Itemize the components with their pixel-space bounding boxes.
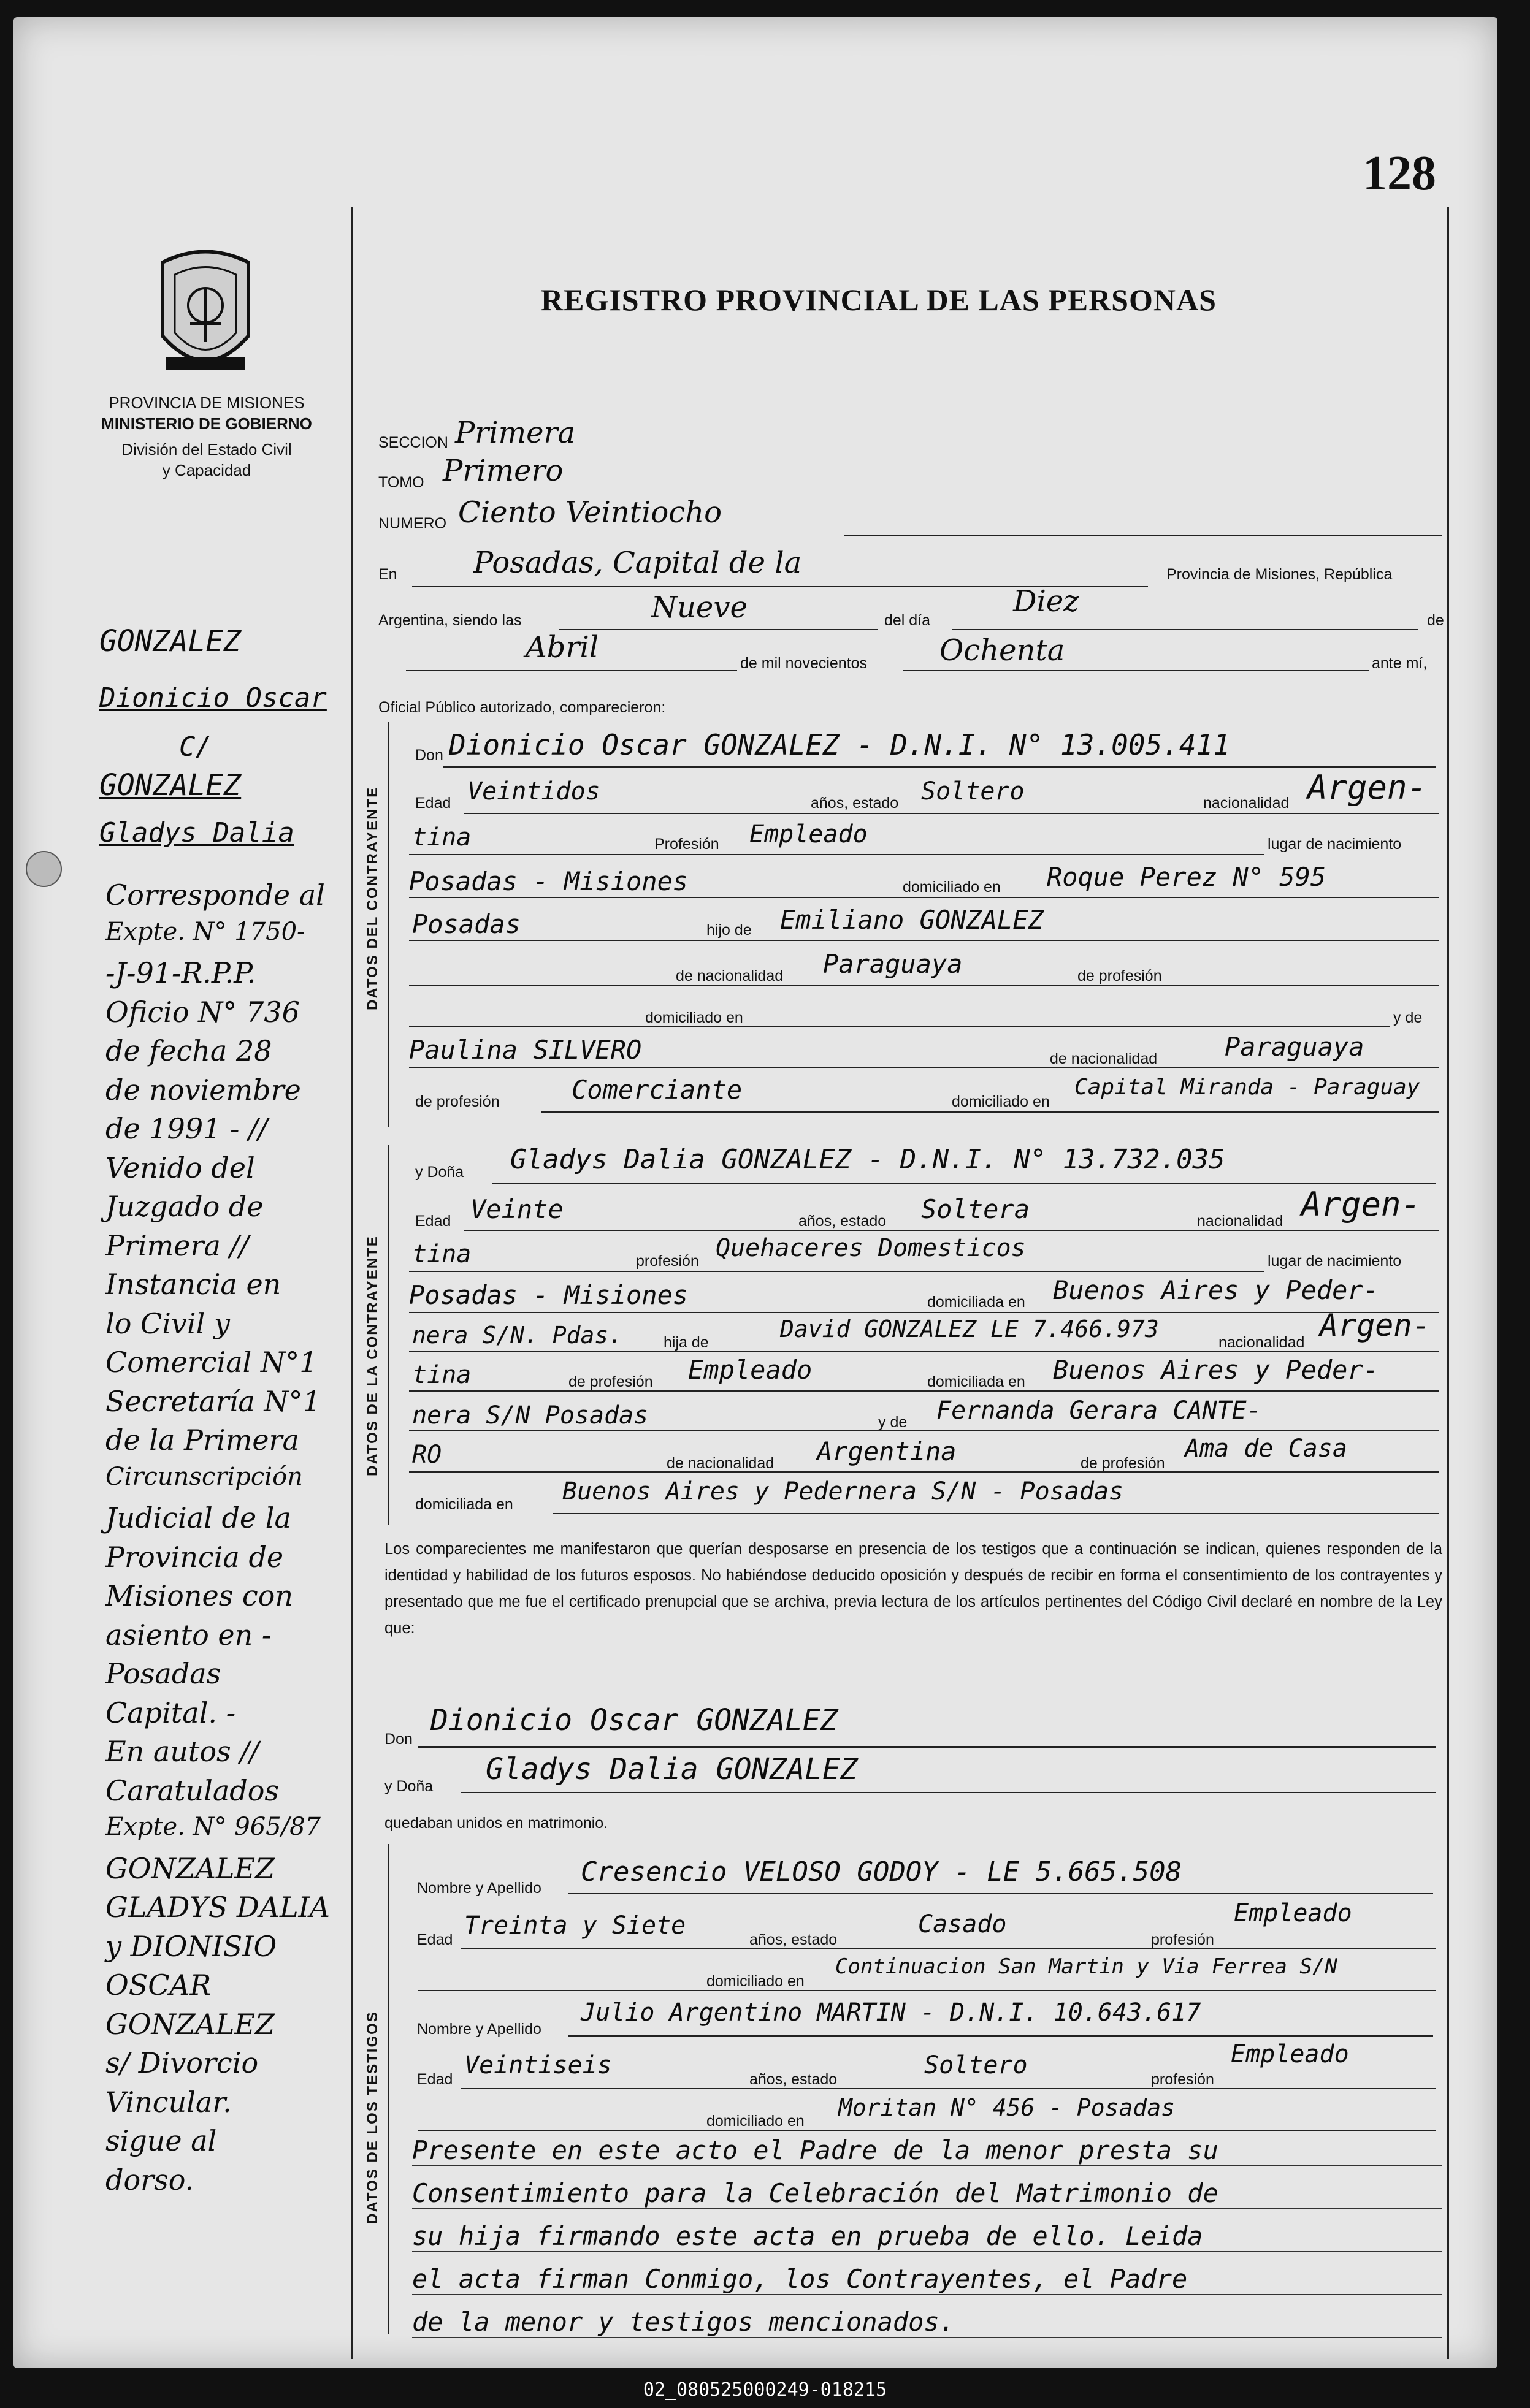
label-lugar-nac-2: lugar de nacimiento	[1268, 1252, 1402, 1270]
label-nacionalidad: nacionalidad	[1203, 794, 1290, 812]
witness2-age: Veintiseis	[464, 2051, 612, 2079]
rule-numero	[844, 535, 1442, 536]
margin-note-line: Misiones con	[105, 1579, 293, 1612]
label-del-dia: del día	[884, 612, 931, 629]
register-page	[13, 17, 1497, 2368]
label-y-dona: y Doña	[415, 1164, 464, 1181]
margin-note-line: GONZALEZ	[105, 2007, 275, 2041]
section-divider-3	[388, 1844, 389, 2334]
bride-nationality-b: tina	[412, 1240, 472, 1268]
label-seccion: SECCION	[378, 434, 448, 451]
witness2-status: Soltero	[924, 2051, 1028, 2079]
rule-groom-mother-prof	[541, 1111, 1439, 1113]
rule-bride-birth	[409, 1312, 1439, 1313]
groom-status: Soltero	[921, 777, 1025, 806]
margin-note-line: OSCAR	[105, 1968, 212, 2002]
label-lugar-nac: lugar de nacimiento	[1268, 836, 1402, 853]
margin-note-line: Caratulados	[105, 1774, 280, 1807]
margin-note-line: Secretaría N°1	[105, 1384, 321, 1418]
margin-note-line: de la Primera	[105, 1423, 299, 1457]
value-ciudad: Posadas, Capital de la	[473, 546, 802, 580]
section-divider-1	[388, 722, 389, 1127]
margin-note-line: Posadas	[105, 1657, 221, 1690]
label-y-de: y de	[1393, 1009, 1423, 1026]
witness2-profession: Empleado	[1231, 2040, 1349, 2068]
label-oficial: Oficial Público autorizado, comparecieron:	[378, 699, 666, 716]
declaration-text: Los comparecientes me manifestaron que querían desposarse en presencia de los testigos que a continuación se indican, quienes responden de la identidad y habilidad de los futuros esposos. No habiéndose deducido oposición y después de recibir en forma el consentimiento de los contrayentes y presentado que me fue el certificado prenupcial que se archiva, previa lectura de los artículos pertinentes del Código Civil declaré en nombre de la Ley que:	[384, 1541, 1442, 1637]
rule-hora	[559, 629, 878, 630]
bride-age: Veinte	[470, 1194, 564, 1224]
label-union-dona: y Doña	[384, 1778, 434, 1795]
margin-note-line: En autos //	[105, 1735, 259, 1768]
label-anos-estado: años, estado	[811, 794, 899, 812]
margin-note-line: GONZALEZ	[105, 1851, 275, 1885]
label-provincia: Provincia de Misiones, República	[1166, 566, 1393, 583]
page-title: REGISTRO PROVINCIAL DE LAS PERSONAS	[541, 283, 1217, 317]
label-de-profesion: de profesión	[1077, 967, 1162, 985]
label-edad: Edad	[415, 794, 451, 812]
rule-groom-father	[409, 940, 1439, 941]
bride-father-addr: Buenos Aires y Peder-	[1053, 1355, 1379, 1385]
side-label-contrayente: DATOS DEL CONTRAYENTE	[364, 786, 381, 1010]
margin-note-line: Circunscripción	[105, 1462, 303, 1491]
label-prof-w1: profesión	[1151, 1931, 1214, 1948]
label-hija-de: hija de	[664, 1334, 709, 1351]
label-don: Don	[415, 747, 443, 764]
section-divider-2	[388, 1145, 389, 1525]
witness2-address: Moritan N° 456 - Posadas	[838, 2094, 1176, 2121]
label-nacionalidad-2: nacionalidad	[1197, 1213, 1283, 1230]
bride-father-prof: Empleado	[688, 1355, 813, 1385]
bride-address: Buenos Aires y Peder-	[1053, 1275, 1379, 1305]
rule-groom-name	[443, 766, 1436, 768]
bride-father-addr-b: nera S/N Posadas	[412, 1401, 649, 1430]
rule-bride-name	[492, 1183, 1436, 1184]
margin-surname-2: GONZALEZ	[99, 768, 242, 802]
rule-bride-mother-nat	[409, 1471, 1439, 1473]
label-anos-w1: años, estado	[749, 1931, 838, 1948]
label-domiciliada-en-2: domiciliada en	[927, 1373, 1025, 1390]
groom-mother-prof: Comerciante	[572, 1075, 743, 1105]
rule-w1-age	[461, 1948, 1436, 1949]
value-mes: Abril	[526, 630, 599, 665]
label-prof-w2: profesión	[1151, 2071, 1214, 2088]
value-anio: Ochenta	[939, 633, 1065, 668]
margin-name-2: Gladys Dalia	[99, 817, 294, 848]
margin-note-line: Expte. N° 965/87	[105, 1813, 321, 1841]
label-dom-w1: domiciliado en	[706, 1973, 805, 1990]
rule-bride-father-prof	[409, 1390, 1439, 1392]
label-de-profesion-2: de profesión	[415, 1093, 500, 1110]
label-y-de-2: y de	[878, 1414, 908, 1431]
witness1-profession: Empleado	[1234, 1899, 1352, 1927]
rule-w2-addr	[418, 2130, 1436, 2131]
union-dona: Gladys Dalia GONZALEZ	[486, 1752, 858, 1786]
label-tomo: TOMO	[378, 474, 424, 491]
label-profesion-2: profesión	[636, 1252, 699, 1270]
bride-nationality-a: Argen-	[1301, 1185, 1421, 1224]
bride-birthplace: Posadas - Misiones	[409, 1280, 689, 1310]
bride-mother-addr: Buenos Aires y Pedernera S/N - Posadas	[562, 1477, 1124, 1506]
margin-note-line: dorso.	[105, 2163, 194, 2197]
rule-anio	[903, 670, 1369, 671]
label-argentina: Argentina, siendo las	[378, 612, 522, 629]
margin-note-line: lo Civil y	[105, 1306, 230, 1340]
label-union-don: Don	[384, 1731, 413, 1748]
margin-note-line: s/ Divorcio	[105, 2046, 259, 2079]
label-de-nacionalidad-3: de nacionalidad	[667, 1455, 775, 1472]
closing-line: Presente en este acto el Padre de la menor presta su	[412, 2135, 1442, 2166]
value-dia: Diez	[1013, 584, 1079, 619]
label-nombre-2: Nombre y Apellido	[417, 2021, 541, 2038]
witness1-address: Continuacion San Martin y Via Ferrea S/N	[835, 1954, 1337, 1979]
bride-father-nat: Argen-	[1320, 1308, 1431, 1343]
rule-union-dona	[461, 1792, 1436, 1793]
groom-nationality-a: Argen-	[1307, 768, 1428, 807]
margin-note-line: Vincular.	[105, 2085, 232, 2119]
value-numero: Ciento Veintiocho	[458, 495, 722, 530]
margin-note-line: -J-91-R.P.P.	[105, 956, 256, 989]
label-edad-w2: Edad	[417, 2071, 453, 2088]
label-de-nacionalidad-2: de nacionalidad	[1050, 1050, 1158, 1067]
margin-note-line: Instancia en	[105, 1268, 281, 1301]
margin-note-line: de fecha 28	[105, 1034, 272, 1067]
witness2-name: Julio Argentino MARTIN - D.N.I. 10.643.617	[581, 1998, 1201, 2027]
groom-nationality-b: tina	[412, 823, 472, 852]
side-label-contrayenta: DATOS DE LA CONTRAYENTE	[364, 1235, 381, 1476]
bride-address-b: nera S/N. Pdas.	[412, 1322, 623, 1349]
closing-line: su hija firmando este acta en prueba de ello. Leida	[412, 2221, 1442, 2252]
margin-divider	[351, 207, 353, 2359]
bride-name: Gladys Dalia GONZALEZ - D.N.I. N° 13.732.035	[510, 1144, 1225, 1175]
side-label-testigos: DATOS DE LOS TESTIGOS	[364, 2011, 381, 2224]
value-tomo: Primero	[443, 454, 564, 488]
label-dom-w2: domiciliado en	[706, 2113, 805, 2130]
value-seccion: Primera	[455, 416, 576, 450]
closing-line: de la menor y testigos mencionados.	[412, 2307, 1442, 2338]
rule-dia	[952, 629, 1418, 630]
rule-w1-addr	[418, 1990, 1436, 1991]
margin-note-line: y DIONISIO	[105, 1929, 277, 1963]
rule-bride-age	[464, 1230, 1439, 1231]
page-number: 128	[1363, 147, 1436, 200]
label-domiciliado-en: domiciliado en	[903, 878, 1001, 896]
label-domiciliada-en: domiciliada en	[927, 1294, 1025, 1311]
groom-name: Dionicio Oscar GONZALEZ - D.N.I. N° 13.005.411	[449, 728, 1230, 761]
label-domiciliada-en-3: domiciliada en	[415, 1496, 513, 1513]
bride-mother-nat: Argentina	[817, 1436, 957, 1466]
org-line-2: MINISTERIO DE GOBIERNO	[101, 414, 312, 433]
margin-note-line: Judicial de la	[105, 1501, 291, 1534]
label-edad-2: Edad	[415, 1213, 451, 1230]
label-nacionalidad-3: nacionalidad	[1218, 1334, 1305, 1351]
rule-mes	[406, 670, 737, 671]
margin-note-line: GLADYS DALIA	[105, 1891, 330, 1924]
groom-mother-addr: Capital Miranda - Paraguay	[1074, 1075, 1420, 1100]
margin-note-line: Primera //	[105, 1229, 249, 1262]
witness1-status: Casado	[918, 1910, 1007, 1938]
rule-groom-mother	[409, 1067, 1439, 1068]
label-domiciliado-en-2: domiciliado en	[645, 1009, 743, 1026]
rule-groom-father-nat	[409, 985, 1439, 986]
witness1-age: Treinta y Siete	[464, 1911, 686, 1940]
label-de: de	[1427, 612, 1444, 629]
value-hora: Nueve	[651, 590, 748, 625]
bride-father-nat-b: tina	[412, 1361, 472, 1389]
groom-father-nat: Paraguaya	[823, 949, 963, 979]
bride-mother: Fernanda Gerara CANTE-	[936, 1396, 1261, 1425]
label-edad-w1: Edad	[417, 1931, 453, 1948]
bride-profession: Quehaceres Domesticos	[716, 1234, 1026, 1262]
margin-note-line: Corresponde al	[105, 878, 325, 912]
org-line-3: División del Estado Civil	[121, 440, 292, 459]
label-ante-mi: ante mí,	[1372, 655, 1428, 672]
label-de-nacionalidad: de nacionalidad	[676, 967, 784, 985]
rule-groom-age	[464, 813, 1439, 814]
rule-union-don	[418, 1746, 1436, 1748]
margin-c: C/	[179, 731, 212, 763]
margin-note-line: Juzgado de	[105, 1190, 264, 1223]
bride-mother-prof: Ama de Casa	[1185, 1435, 1347, 1463]
rule-w2-name	[568, 2035, 1433, 2037]
rule-bride-father	[409, 1351, 1439, 1352]
margin-note-line: sigue al	[105, 2124, 217, 2157]
groom-mother: Paulina SILVERO	[409, 1035, 642, 1065]
label-anos-estado-2: años, estado	[798, 1213, 887, 1230]
margin-note-line: Provincia de	[105, 1540, 284, 1574]
label-numero: NUMERO	[378, 515, 447, 532]
label-nombre-1: Nombre y Apellido	[417, 1880, 541, 1897]
groom-address-2: Posadas	[412, 909, 521, 939]
org-block	[75, 392, 339, 481]
margin-note-line: Oficio N° 736	[105, 995, 300, 1029]
margin-name-1: Dionicio Oscar	[99, 682, 327, 714]
label-profesion: Profesión	[654, 836, 719, 853]
label-de-profesion-4: de profesión	[1081, 1455, 1165, 1472]
margin-note-line: Venido del	[105, 1151, 255, 1184]
rule-groom-birth	[409, 897, 1439, 898]
closing-line: el acta firman Conmigo, los Contrayentes, el Padre	[412, 2264, 1442, 2295]
bride-mother-b: RO	[412, 1441, 442, 1469]
label-domiciliado-en-3: domiciliado en	[952, 1093, 1050, 1110]
margin-surname-1: GONZALEZ	[99, 624, 242, 658]
rule-bride-mother-addr	[553, 1513, 1439, 1514]
provincial-seal	[153, 244, 258, 385]
right-border	[1447, 207, 1449, 2359]
rule-bride-mother	[409, 1430, 1439, 1431]
groom-age: Veintidos	[467, 777, 600, 806]
scan-id: 02_080525000249-018215	[0, 2372, 1530, 2408]
closing-line: Consentimiento para la Celebración del Matrimonio de	[412, 2178, 1442, 2209]
label-de-profesion-3: de profesión	[568, 1373, 653, 1390]
margin-note-line: asiento en -	[105, 1618, 272, 1652]
label-mil: de mil novecientos	[740, 655, 868, 672]
label-hijo-de: hijo de	[706, 921, 752, 939]
union-don: Dionicio Oscar GONZALEZ	[430, 1703, 838, 1737]
rule-groom-father-addr	[409, 1026, 1390, 1027]
label-quedaban: quedaban unidos en matrimonio.	[384, 1815, 608, 1832]
rule-groom-prof	[409, 854, 1264, 855]
groom-profession: Empleado	[749, 820, 868, 848]
org-line-4: y Capacidad	[162, 461, 251, 479]
org-line-1: PROVINCIA DE MISIONES	[109, 394, 305, 412]
groom-birthplace: Posadas - Misiones	[409, 866, 689, 896]
margin-note-line: Expte. N° 1750-	[105, 917, 305, 946]
margin-note-line: Capital. -	[105, 1696, 236, 1729]
margin-note-line: de 1991 - //	[105, 1112, 268, 1145]
rule-bride-prof	[409, 1271, 1264, 1272]
margin-note-line: Comercial N°1	[105, 1346, 318, 1379]
rule-w1-name	[568, 1893, 1433, 1894]
bride-status: Soltera	[921, 1194, 1030, 1224]
rule-w2-age	[461, 2088, 1436, 2089]
bride-father: David GONZALEZ LE 7.466.973	[780, 1316, 1159, 1343]
groom-mother-nat: Paraguaya	[1225, 1032, 1364, 1062]
witness1-name: Cresencio VELOSO GODOY - LE 5.665.508	[581, 1856, 1182, 1888]
label-anos-w2: años, estado	[749, 2071, 838, 2088]
groom-father: Emiliano GONZALEZ	[780, 905, 1044, 935]
margin-note-line: de noviembre	[105, 1073, 301, 1107]
groom-address: Roque Perez N° 595	[1047, 862, 1326, 892]
label-en: En	[378, 566, 397, 583]
pin-hole	[26, 851, 62, 887]
